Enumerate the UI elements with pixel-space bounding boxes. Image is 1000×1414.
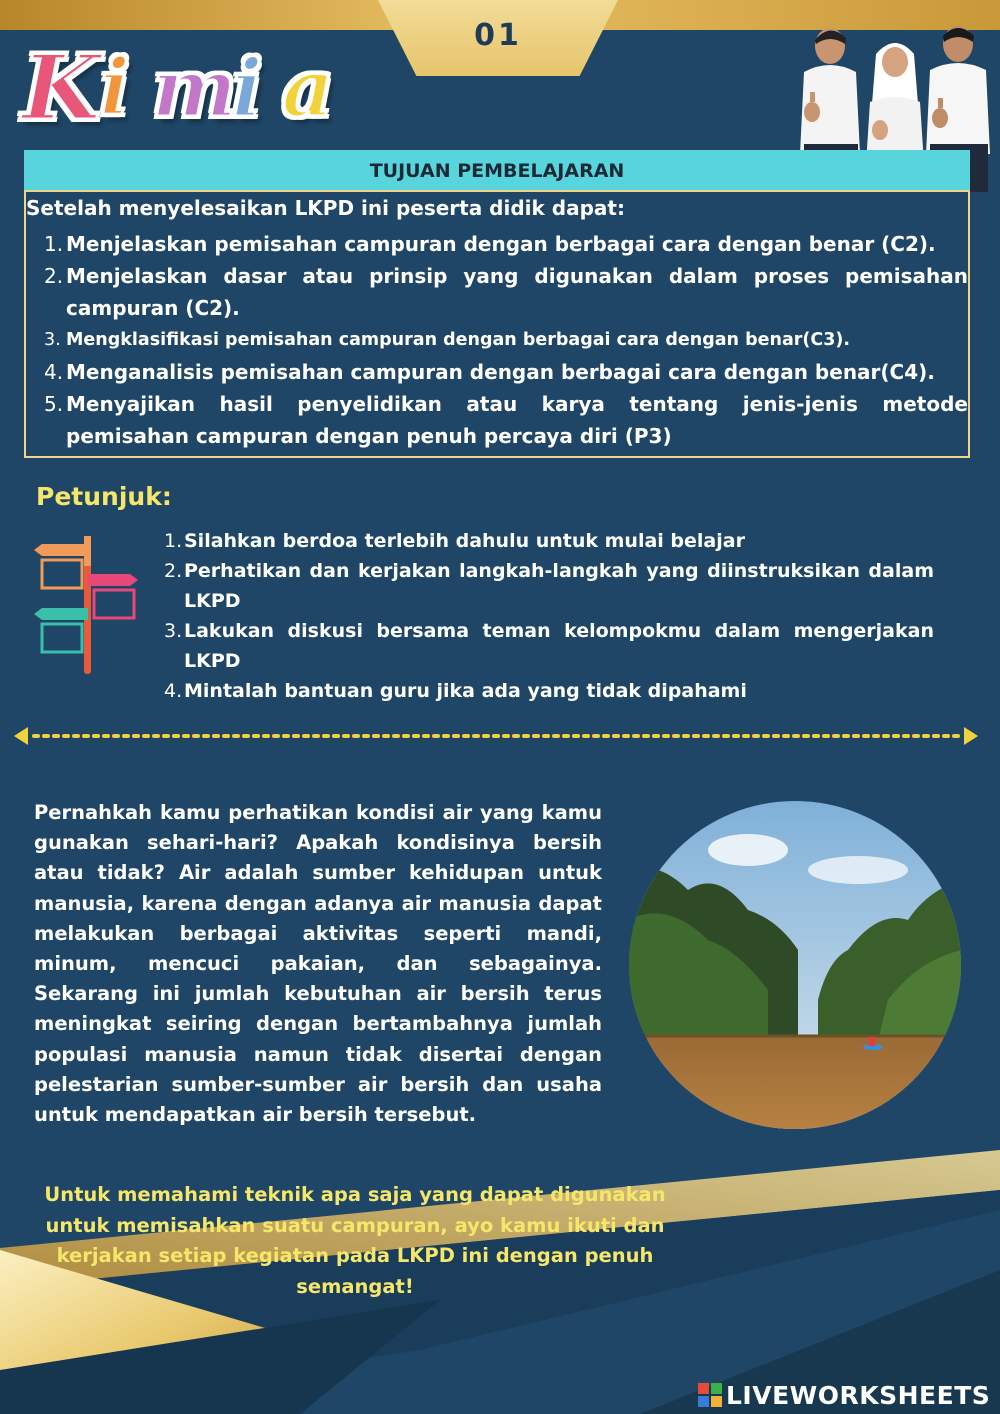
watermark-text: LIVEWORKSHEETS xyxy=(726,1380,991,1410)
instruction-item: 2. Perhatikan dan kerjakan langkah-langkah yang diinstruksikan dalam LKPD xyxy=(164,560,934,612)
page-number: 01 xyxy=(474,18,522,53)
closing-message: Untuk memahami teknik apa saja yang dapat digunakan untuk memisahkan suatu campuran, ayo kamu ikuti dan kerjakan setiap kegiatan pada LKPD ini dengan penuh semangat! xyxy=(44,1183,666,1298)
instruction-item: 1. Silahkan berdoa terlebih dahulu untuk mulai belajar xyxy=(164,530,745,552)
goal-item: 4. Menganalisis pemisahan campuran dengan berbagai cara dengan benar(C4). xyxy=(44,360,935,384)
logo-letter-m: m xyxy=(152,41,237,135)
liveworksheets-logo-icon xyxy=(698,1383,722,1407)
goals-list xyxy=(40,228,968,452)
instruction-item: 4. Mintalah bantuan guru jika ada yang tidak dipahami xyxy=(164,680,747,702)
goals-intro: Setelah menyelesaikan LKPD ini peserta didik dapat: xyxy=(26,196,625,220)
intro-paragraph: Pernahkah kamu perhatikan kondisi air yang kamu gunakan sehari-hari? Apakah kondisinya bersih atau tidak? Air adalah sumber kehidupan untuk manusia, karena dengan adanya air manusia dapat melakukan berbagai aktivitas seperti mandi, minum, mencuci pakaian, dan sebagainya. Sekarang ini jumlah kebutuhan air bersih terus meningkat seiring dengan bertambahnya jumlah populasi manusia namun tidak disertai dengan pelestarian sumber-sumber air bersih dan usaha untuk mendapatkan air bersih tersebut. xyxy=(34,801,602,1127)
goals-title: TUJUAN PEMBELAJARAN xyxy=(24,150,970,190)
dotted-arrow-divider xyxy=(12,724,980,748)
logo-letter-i: i xyxy=(100,42,130,133)
goal-item: 3. Mengklasifikasi pemisahan campuran dengan berbagai cara dengan benar(C3). xyxy=(44,330,851,350)
instructions-list xyxy=(162,526,934,706)
liveworksheets-watermark xyxy=(698,1380,990,1410)
logo-letter-i2: i xyxy=(232,41,263,135)
river-photo xyxy=(628,800,962,1130)
goal-item: 5. Menyajikan hasil penyelidikan atau karya tentang jenis-jenis metode pemisahan campuran dengan penuh percaya diri (P3) xyxy=(44,392,968,448)
signpost-icon xyxy=(30,532,150,677)
instructions-title: Petunjuk: xyxy=(36,482,172,511)
logo-letter-a: a xyxy=(282,41,334,135)
kimia-logo xyxy=(22,35,362,141)
logo-letter-k: K xyxy=(22,35,101,141)
goal-item: 1. Menjelaskan pemisahan campuran dengan berbagai cara dengan benar (C2). xyxy=(44,232,936,256)
goal-item: 2. Menjelaskan dasar atau prinsip yang digunakan dalam proses pemisahan campuran (C2). xyxy=(44,264,968,320)
instruction-item: 3. Lakukan diskusi bersama teman kelompokmu dalam mengerjakan LKPD xyxy=(164,620,934,672)
